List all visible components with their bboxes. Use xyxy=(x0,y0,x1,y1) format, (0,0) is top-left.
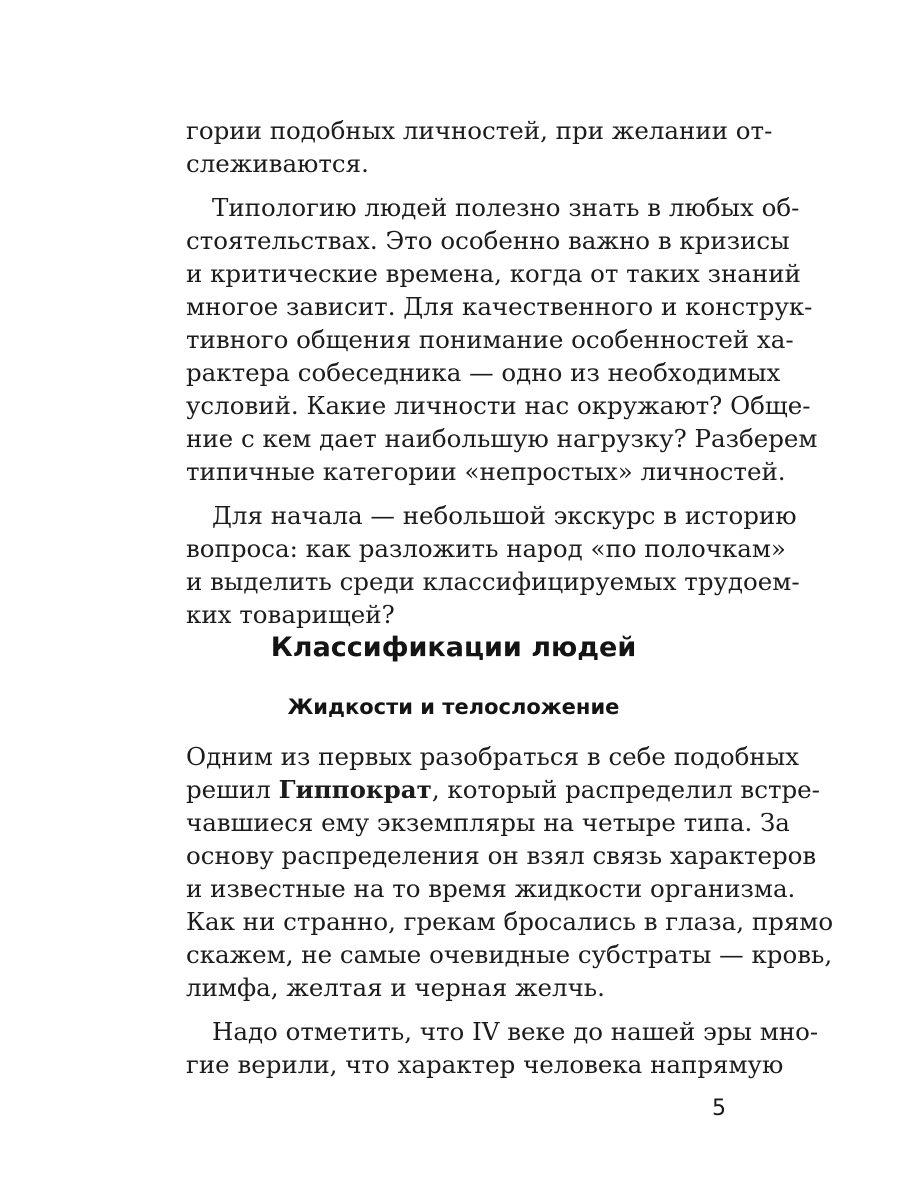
text-line: многое зависит. Для качественного и конструк- xyxy=(186,292,813,321)
text-line: Типологию людей полезно знать в любых об- xyxy=(212,193,800,222)
text-fragment: , который распределил встре- xyxy=(431,775,820,804)
text-line: Одним из первых разобраться в себе подобных xyxy=(186,742,800,771)
paragraph-fourth-century xyxy=(186,1015,819,1081)
paragraph-hippocrates xyxy=(186,740,834,1004)
text-line xyxy=(186,773,820,806)
text-line: вопроса: как разложить народ «по полочкам» xyxy=(186,534,786,563)
text-line: стоятельствах. Это особенно важно в кризисы xyxy=(186,226,790,255)
paragraph-excursus xyxy=(186,499,800,631)
text-fragment: решил xyxy=(186,775,279,804)
body-text xyxy=(186,740,834,1081)
bold-name-hippocrates: Гиппократ xyxy=(278,775,432,804)
text-line: тивного общения понимание особенностей ха- xyxy=(186,325,794,354)
text-line: слеживаются. xyxy=(186,149,369,178)
text-line: условий. Какие личности нас окружают? Обще- xyxy=(186,391,811,420)
text-line: чавшиеся ему экземпляры на четыре типа. За xyxy=(186,808,790,837)
text-line: ние с кем дает наибольшую нагрузку? Разберем xyxy=(186,424,818,453)
text-line: и выделить среди классифицируемых трудоем- xyxy=(186,567,800,596)
text-line: типичные категории «непростых» личностей. xyxy=(186,457,786,486)
page-number: 5 xyxy=(712,1096,726,1121)
text-line: ких товарищей? xyxy=(186,600,395,629)
text-line: гории подобных личностей, при желании от- xyxy=(186,116,773,145)
text-line: лимфа, желтая и черная желчь. xyxy=(186,973,605,1002)
paragraph-typology xyxy=(186,191,818,488)
text-line: и известные на то время жидкости организма. xyxy=(186,874,796,903)
section-heading: Классификации людей xyxy=(270,632,637,663)
text-line: и критические времена, когда от таких знаний xyxy=(186,259,801,288)
text-line: основу распределения он взял связь характеров xyxy=(186,841,817,870)
text-line: Надо отметить, что IV веке до нашей эры мно- xyxy=(212,1017,819,1046)
text-line: Как ни странно, грекам бросались в глаза, прямо xyxy=(186,907,834,936)
text-line: скажем, не самые очевидные субстраты — кровь, xyxy=(186,940,833,969)
paragraph-continuation xyxy=(186,114,773,180)
text-line: рактера собеседника — одно из необходимых xyxy=(186,358,781,387)
subsection-heading: Жидкости и телосложение xyxy=(287,695,620,719)
text-line: гие верили, что характер человека напрямую xyxy=(186,1050,784,1079)
intro-text xyxy=(186,114,818,631)
text-line: Для начала — небольшой экскурс в историю xyxy=(212,501,797,530)
